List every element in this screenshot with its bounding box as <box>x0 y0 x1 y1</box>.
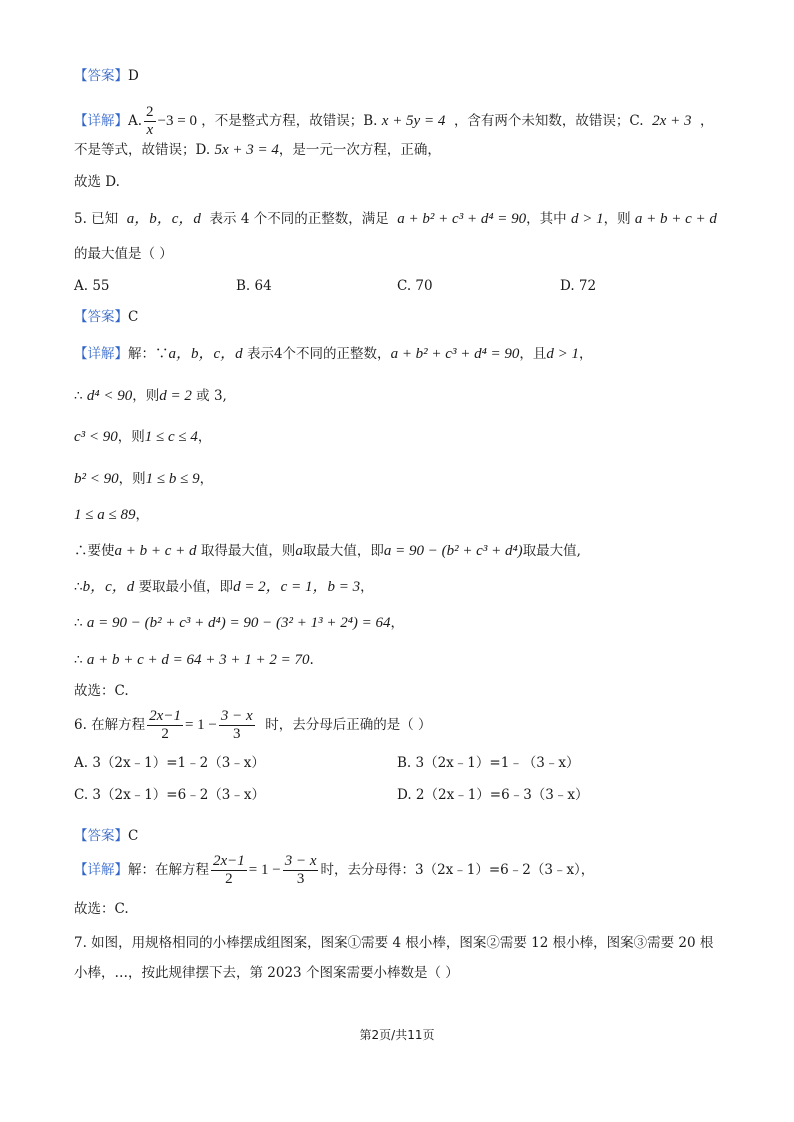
q5-d7-c: ， <box>360 579 374 595</box>
detail-tag: 【详解】 <box>74 346 128 362</box>
q5-stem-sum: a + b + c + d <box>634 211 717 227</box>
q6-option-c: C. 3（2x﹣1）=6﹣2（3﹣x） <box>74 787 266 803</box>
q6-detail-frac1-den: 2 <box>225 871 233 887</box>
q5-d7-vals: d = 2，c = 1，b = 3 <box>233 579 361 595</box>
q5-d1-eq: a + b² + c³ + d⁴ = 90 <box>390 346 520 362</box>
q5-option-b: B. 64 <box>236 278 272 294</box>
q5-option-d: D. 72 <box>560 278 597 294</box>
q5-detail-line3 <box>74 427 211 447</box>
detail-tag: 【详解】 <box>74 113 128 129</box>
q5-stem-line2: 的最大值是（ ） <box>74 246 173 262</box>
q5-detail-line4 <box>74 469 213 489</box>
q5-d9-eq: a + b + c + d = 64 + 3 + 1 + 2 = 70 <box>86 652 310 668</box>
q5-detail-line5 <box>74 505 149 525</box>
q6-stem-frac2 <box>219 708 255 743</box>
answer-tag: 【答案】 <box>74 309 128 325</box>
q5-d1-vars: a，b，c，d <box>168 346 243 362</box>
q4-conclusion: 故选 D. <box>74 174 120 190</box>
q4-detail-line2-a: 不是等式，故错误；D. <box>74 142 211 158</box>
q4-detail-a-label: A. <box>128 113 143 129</box>
q5-detail-line7 <box>74 577 374 597</box>
q5-option-c: C. 70 <box>397 278 433 294</box>
answer-tag: 【答案】 <box>74 828 128 844</box>
q6-detail-frac1-num: 2x−1 <box>213 853 245 869</box>
q5-stem-a: 5. 已知 <box>74 211 119 227</box>
q5-d1-cond: d > 1 <box>546 346 580 362</box>
q5-stem-vars: a，b，c，d <box>126 211 201 227</box>
q5-d7-b: 要取最小值，即 <box>138 579 234 595</box>
q6-detail-frac1 <box>211 853 247 888</box>
q5-detail-line8 <box>74 613 404 633</box>
q5-d5-c: ， <box>135 507 149 523</box>
q5-detail-line6 <box>74 541 581 561</box>
q5-option-a: A. 55 <box>74 278 110 294</box>
q4-detail-b-comment: ，含有两个未知数，故错误；C. <box>453 113 644 129</box>
q6-answer: C <box>128 828 139 844</box>
q4-fraction-num: 2 <box>146 104 154 120</box>
q6-option-a: A. 3（2x﹣1）=1﹣2（3﹣x） <box>74 755 265 771</box>
q5-d3-ineq: c³ < 90 <box>74 429 118 445</box>
q6-stem-a: 6. 在解方程 <box>74 717 146 733</box>
q5-d6-a: ∴要使 <box>74 543 115 559</box>
q6-detail-mid: = 1 − <box>248 862 281 878</box>
q4-answer-line <box>74 66 139 86</box>
q6-conclusion: 故选：C. <box>74 901 129 917</box>
q4-fraction <box>144 104 156 139</box>
q4-answer: D <box>128 68 139 84</box>
q5-d7-a: ∴ <box>74 579 83 595</box>
page-footer: 第2页/共11页 <box>359 1028 435 1042</box>
q6-stem-frac1-num: 2x−1 <box>149 708 181 724</box>
q5-d2-c: 或 3, <box>196 388 227 404</box>
q5-stem-cond: d > 1 <box>570 211 604 227</box>
q5-d8-eq: a = 90 − (b² + c³ + d⁴) = 90 − (3² + 1³ + 2⁴) = 64 <box>86 615 391 631</box>
q5-d1-a: 解：∵ <box>128 346 169 362</box>
q5-conclusion: 故选：C. <box>74 683 129 699</box>
q5-d2-b: ，则 <box>132 388 160 404</box>
q6-stem-frac1 <box>147 708 183 743</box>
q6-stem-frac2-den: 3 <box>233 726 241 742</box>
q5-d4-ineq: b² < 90 <box>74 471 119 487</box>
q6-detail-frac2 <box>283 853 319 888</box>
q5-detail-line1 <box>74 344 593 364</box>
q4-detail-line1 <box>74 104 714 139</box>
q4-detail-line2 <box>74 140 441 160</box>
q5-d3-c: ， <box>197 429 212 445</box>
q6-stem-frac2-num: 3 − x <box>220 708 253 724</box>
q4-detail-a-rest: −3 = 0 <box>157 113 197 129</box>
q5-d8-c: ， <box>390 615 405 631</box>
q6-stem-mid: = 1 − <box>184 717 217 733</box>
q5-d2-val: d = 2 <box>159 388 192 404</box>
q5-d6-b: 取得最大值，则 <box>200 543 296 559</box>
q5-detail-line2 <box>74 386 227 406</box>
q5-d3-range: 1 ≤ c ≤ 4 <box>144 429 198 445</box>
q5-d6-sum: a + b + c + d <box>114 543 197 559</box>
q6-answer-line <box>74 826 138 846</box>
q6-stem-frac1-den: 2 <box>161 726 169 742</box>
q5-detail-line9 <box>74 650 314 670</box>
q5-d4-c: ， <box>199 471 214 487</box>
answer-tag: 【答案】 <box>74 68 128 84</box>
q6-stem <box>74 705 432 745</box>
q5-d7-vars: b，c，d <box>82 579 135 595</box>
q6-option-b: B. 3（2x﹣1）=1﹣（3﹣x） <box>397 755 580 771</box>
q4-detail-line2-b: ，是一元一次方程，正确， <box>278 142 441 158</box>
q5-d2-ineq: d⁴ < 90 <box>86 388 133 404</box>
q5-answer-line <box>74 307 138 327</box>
detail-tag: 【详解】 <box>74 862 128 878</box>
q6-detail-a: 解：在解方程 <box>128 862 209 878</box>
q5-stem-d: ，则 <box>603 211 631 227</box>
q5-answer: C <box>128 309 139 325</box>
q6-detail-frac2-den: 3 <box>296 871 305 887</box>
q5-d1-b: 表示4个不同的正整数， <box>246 346 391 362</box>
q5-stem-c: ，其中 <box>526 211 567 227</box>
q4-detail-b-eq: x + 5y = 4 <box>381 113 446 129</box>
q5-d6-var: a <box>295 543 303 559</box>
q5-d8-a: ∴ <box>74 615 83 631</box>
q6-stem-b: 时，去分母后正确的是（ ） <box>265 717 432 733</box>
q6-detail-b: 时，去分母得：3（2x﹣1）=6﹣2（3﹣x）， <box>320 862 595 878</box>
q5-stem-line1 <box>74 209 717 229</box>
q5-d3-b: ，则 <box>117 429 145 445</box>
q6-detail <box>74 850 594 890</box>
q5-d2-a: ∴ <box>74 388 83 404</box>
q5-d6-d: 取最大值, <box>522 543 581 559</box>
q5-d5-range: 1 ≤ a ≤ 89 <box>74 507 136 523</box>
q4-detail-c-expr: 2x + 3 <box>652 113 692 129</box>
q5-d4-b: ，则 <box>118 471 146 487</box>
q4-detail-a-comment: ，不是整式方程，故错误；B. <box>201 113 378 129</box>
q4-detail-d-eq: 5x + 3 = 4 <box>214 142 279 158</box>
q7-stem-line2: 小棒，…，按此规律摆下去，第 2023 个图案需要小棒数是（ ） <box>74 965 459 981</box>
q5-d4-range: 1 ≤ b ≤ 9 <box>145 471 200 487</box>
q6-option-d: D. 2（2x﹣1）=6﹣3（3﹣x） <box>397 787 589 803</box>
q5-d9-c: . <box>309 652 314 668</box>
q5-d1-d: ， <box>579 346 593 362</box>
q5-stem-b: 表示 4 个不同的正整数，满足 <box>209 211 389 227</box>
q5-d6-eq: a = 90 − (b² + c³ + d⁴) <box>383 543 523 559</box>
q5-d6-c: 取最大值，即 <box>302 543 384 559</box>
q6-detail-frac2-num: 3 − x <box>284 853 317 869</box>
q5-stem-eq: a + b² + c³ + d⁴ = 90 <box>397 211 527 227</box>
q5-d9-a: ∴ <box>74 652 83 668</box>
q5-d1-c: ，且 <box>519 346 547 362</box>
q4-fraction-den: x <box>146 122 154 138</box>
q7-stem-line1: 7. 如图，用规格相同的小棒摆成组图案，图案①需要 4 根小棒，图案②需要 12 根小棒，图案③需要 20 根 <box>74 935 714 951</box>
q4-detail-c-end: ， <box>700 113 714 129</box>
